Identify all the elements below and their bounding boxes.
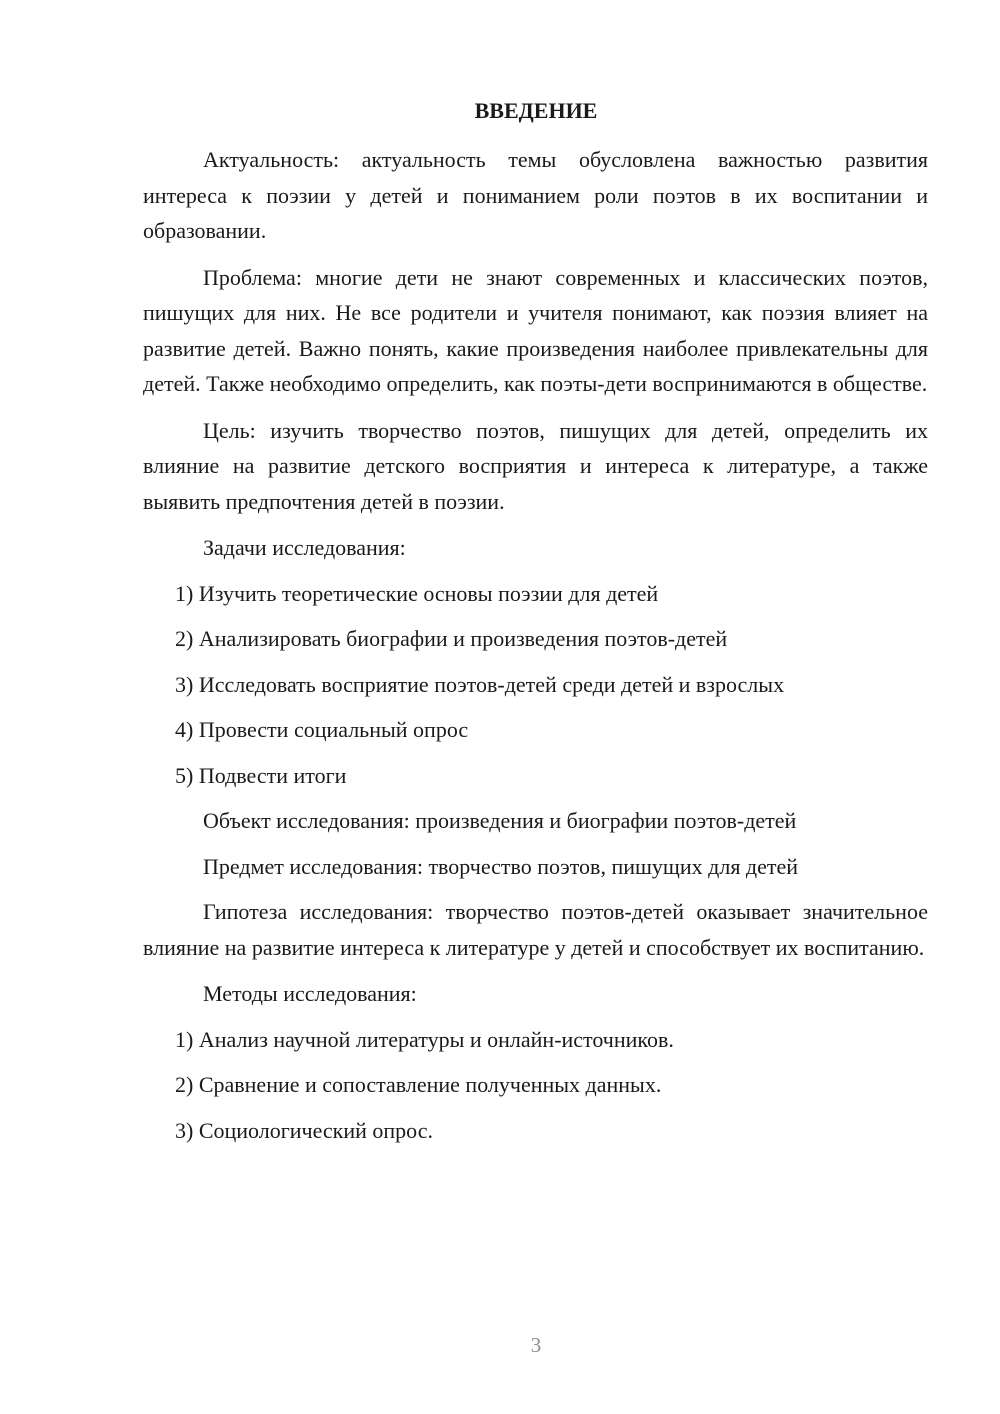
research-object: Объект исследования: произведения и биографии поэтов-детей — [203, 808, 797, 833]
method-item: 3) Социологический опрос. — [175, 1117, 433, 1143]
research-subject: Предмет исследования: творчество поэтов, пишущих для детей — [203, 853, 799, 879]
method-item: 2) Сравнение и сопоставление полученных данных. — [175, 1072, 662, 1097]
goal-paragraph: Цель: изучить творчество поэтов, пишущих для детей, определить их влияние на развитие детского восприятия и интереса к литературе, а также выявить предпочтения детей в поэзии. — [143, 417, 928, 514]
relevance-paragraph: Актуальность: актуальность темы обусловлена важностью развития интереса к поэзии у детей и пониманием роли поэтов в их воспитании и образовании. — [143, 147, 928, 243]
methods-heading: Методы исследования: — [203, 981, 417, 1006]
hypothesis-paragraph: Гипотеза исследования: творчество поэтов-детей оказывает значительное влияние на развитие интереса к литературе у детей и способствует их воспитанию. — [143, 899, 928, 960]
document-body — [143, 142, 928, 1158]
tasks-heading: Задачи исследования: — [203, 535, 406, 560]
page-title: ВВЕДЕНИЕ — [474, 98, 598, 123]
task-item: 5) Подвести итоги — [175, 762, 347, 788]
task-item: 4) Провести социальный опрос — [175, 717, 469, 742]
method-item: 1) Анализ научной литературы и онлайн-источников. — [175, 1026, 674, 1052]
task-item: 2) Анализировать биографии и произведения поэтов-детей — [175, 626, 728, 651]
task-item: 1) Изучить теоретические основы поэзии для детей — [175, 580, 659, 606]
problem-paragraph: Проблема: многие дети не знают современных и классических поэтов, пишущих для них. Не все родители и учителя понимают, как поэзия влияет на развитие детей. Важно понять, какие произведения наиболее привлекательны для детей. Также необходимо определить, как поэты-дети воспринимаются в обществе. — [143, 264, 928, 396]
page-number: 3 — [530, 1333, 542, 1357]
task-item: 3) Исследовать восприятие поэтов-детей среди детей и взрослых — [175, 671, 785, 697]
